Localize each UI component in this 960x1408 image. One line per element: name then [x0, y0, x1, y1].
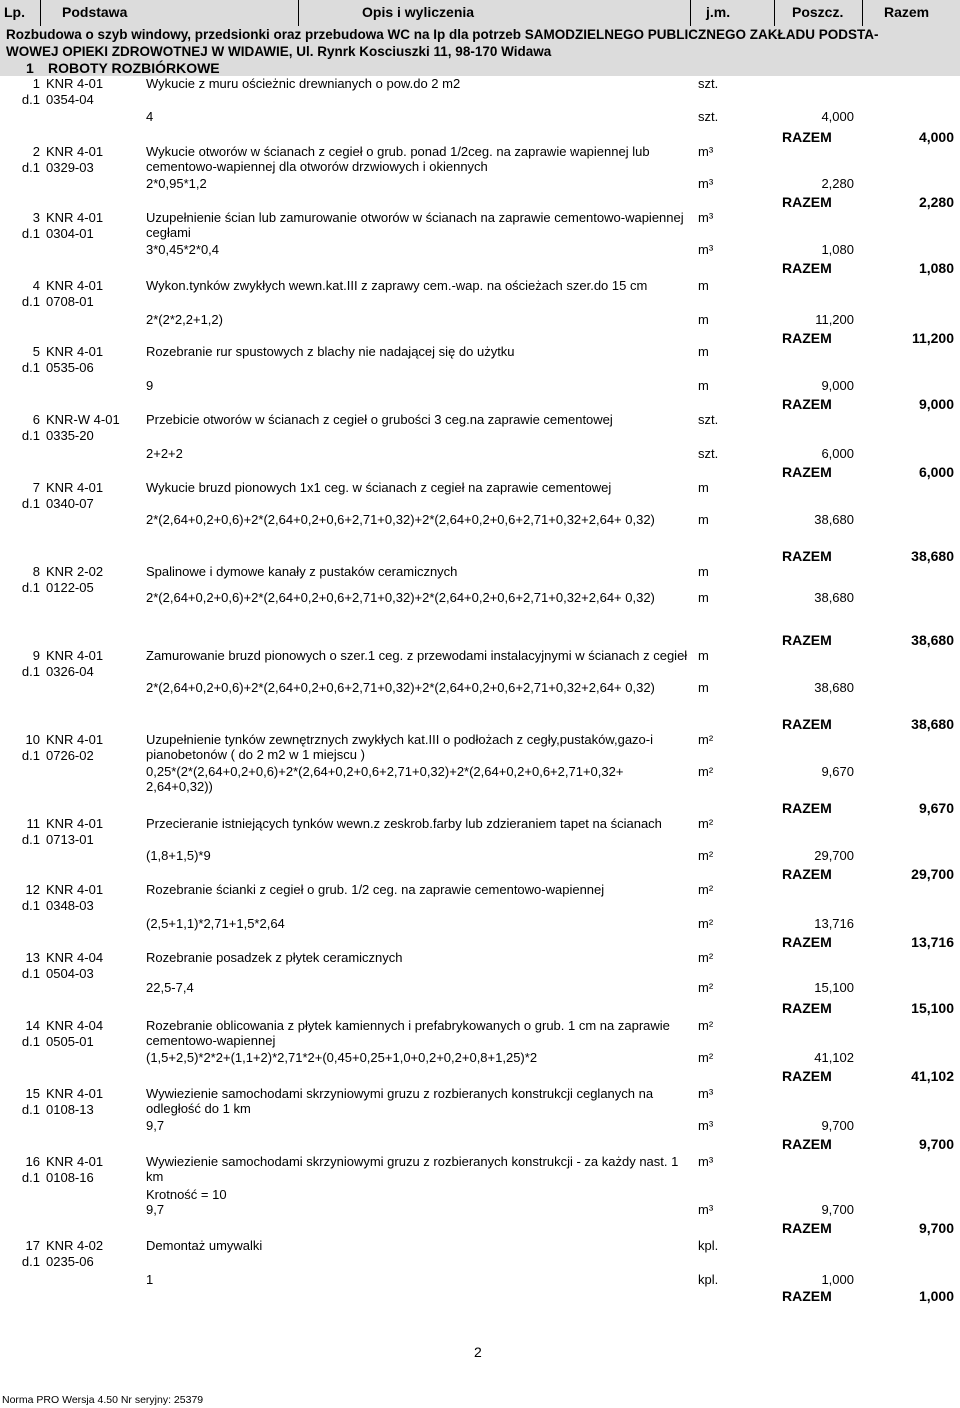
item-code-detail: 0708-01	[46, 294, 94, 309]
item-unit: m	[698, 648, 709, 663]
item-razem-value: 15,100	[911, 1000, 954, 1016]
item-number: 2	[32, 144, 40, 159]
item-measurement: 9,7	[146, 1118, 165, 1133]
item-description: Wykucie otworów w ścianach z cegieł o grub. ponad 1/2ceg. na zaprawie wapiennej lub cementowo-wapiennej dla otworów drzwiowych i okiennych	[146, 144, 650, 174]
item-quantity: 38,680	[814, 680, 854, 695]
item-code-detail: 0235-06	[46, 1254, 94, 1269]
section-header	[0, 60, 960, 76]
item-code-detail: 0726-02	[46, 748, 94, 763]
item-razem-value: 6,000	[918, 464, 954, 480]
item-d-label: d.1	[21, 496, 40, 511]
item-code-detail: 0348-03	[46, 898, 94, 913]
item-razem-label: RAZEM	[782, 194, 832, 210]
item-code-detail: 0108-16	[46, 1170, 94, 1185]
header-lp: Lp.	[4, 4, 25, 20]
item-measurement-unit: kpl.	[698, 1272, 719, 1287]
header-opis: Opis i wyliczenia	[362, 4, 475, 20]
item-d-label: d.1	[21, 832, 40, 847]
item-code-detail: 0354-04	[46, 92, 94, 107]
item-multiplier: Krotność = 10	[146, 1187, 227, 1202]
item-description: Wykucie z muru ościeżnic drewnianych o pow.do 2 m2	[146, 76, 461, 91]
item-quantity: 4,000	[821, 109, 854, 124]
item-code-detail: 0505-01	[46, 1034, 94, 1049]
item-number: 16	[25, 1154, 40, 1169]
header-jm: j.m.	[706, 4, 731, 20]
item-unit: m³	[698, 210, 714, 225]
item-quantity: 9,000	[821, 378, 854, 393]
item-description: Demontaż umywalki	[146, 1238, 263, 1253]
item-measurement-unit: m	[698, 680, 709, 695]
item-unit: m³	[698, 144, 714, 159]
item-measurement-unit: m²	[698, 916, 714, 931]
header-podstawa: Podstawa	[62, 4, 128, 20]
item-unit: m²	[698, 882, 714, 897]
item-code: KNR 4-02	[46, 1238, 104, 1253]
item-unit: m	[698, 344, 709, 359]
item-razem-label: RAZEM	[782, 1136, 832, 1152]
item-measurement: 2*(2,64+0,2+0,6)+2*(2,64+0,2+0,6+2,71+0,32)+2*(2,64+0,2+0,6+2,71+0,32+2,64+ 0,32)	[146, 680, 655, 695]
item-razem-label: RAZEM	[782, 800, 832, 816]
item-quantity: 2,280	[821, 176, 854, 191]
item-razem-value: 38,680	[911, 716, 954, 732]
item-unit: m³	[698, 1086, 714, 1101]
item-d-label: d.1	[21, 1034, 40, 1049]
item-razem-label: RAZEM	[782, 396, 832, 412]
item-razem-value: 9,700	[918, 1220, 954, 1236]
item-number: 8	[32, 564, 40, 579]
item-razem-value: 1,000	[918, 1288, 954, 1304]
item-code: KNR 4-01	[46, 344, 104, 359]
item-code: KNR 2-02	[46, 564, 104, 579]
item-number: 14	[25, 1018, 40, 1033]
item-razem-value: 4,000	[918, 129, 954, 145]
item-measurement: 2+2+2	[146, 446, 183, 461]
item-description: Wykucie bruzd pionowych 1x1 ceg. w ścianach z cegieł na zaprawie cementowej	[146, 480, 612, 495]
item-razem-label: RAZEM	[782, 1068, 832, 1084]
item-description: Rozebranie rur spustowych z blachy nie nadającej się do użytku	[146, 344, 515, 359]
item-measurement: 3*0,45*2*0,4	[146, 242, 220, 257]
item-measurement-unit: m²	[698, 764, 714, 779]
item-description: Przebicie otworów w ścianach z cegieł o grubości 3 ceg.na zaprawie cementowej	[146, 412, 613, 427]
item-razem-label: RAZEM	[782, 129, 832, 145]
item-d-label: d.1	[21, 898, 40, 913]
item-quantity: 9,700	[821, 1202, 854, 1217]
item-description: Wykon.tynków zwykłych wewn.kat.III z zaprawy cem.-wap. na ościeżach szer.do 15 cm	[146, 278, 648, 293]
item-razem-value: 41,102	[911, 1068, 954, 1084]
title-line-1: Rozbudowa o szyb windowy, przedsionki oraz przebudowa WC na Ip dla potrzeb SAMODZIELNEGO PUBLICZNEGO ZAKŁADU PODSTA-	[6, 27, 879, 42]
item-measurement: 4	[146, 109, 154, 124]
item-quantity: 13,716	[814, 916, 854, 931]
item-razem-label: RAZEM	[782, 1220, 832, 1236]
item-quantity: 38,680	[814, 590, 854, 605]
item-number: 11	[26, 816, 40, 831]
item-unit: m³	[698, 1154, 714, 1169]
item-number: 4	[32, 278, 40, 293]
item-measurement: 0,25*(2*(2,64+0,2+0,6)+2*(2,64+0,2+0,6+2,71+0,32)+2*(2,64+0,2+0,6+2,71+0,32+ 2,64+0,32))	[146, 764, 624, 794]
item-code-detail: 0713-01	[46, 832, 94, 847]
item-quantity: 6,000	[821, 446, 854, 461]
item-razem-label: RAZEM	[782, 330, 832, 346]
item-measurement-unit: m³	[698, 242, 714, 257]
item-description: Wywiezienie samochodami skrzyniowymi gruzu z rozbieranych konstrukcji - za każdy nast. 1 km	[146, 1154, 679, 1184]
item-d-label: d.1	[21, 580, 40, 595]
item-measurement: 2*0,95*1,2	[146, 176, 207, 191]
item-razem-value: 9,670	[918, 800, 954, 816]
header-poszcz: Poszcz.	[792, 4, 844, 20]
title-line-2: WOWEJ OPIEKI ZDROWOTNEJ W WIDAWIE, Ul. Rynrk Kosciuszki 11, 98-170 Widawa	[6, 44, 552, 59]
item-code: KNR 4-01	[46, 1086, 104, 1101]
item-d-label: d.1	[21, 1170, 40, 1185]
item-quantity: 1,000	[821, 1272, 854, 1287]
item-razem-value: 2,280	[918, 194, 954, 210]
item-quantity: 1,080	[821, 242, 854, 257]
item-measurement-unit: m	[698, 590, 709, 605]
item-razem-label: RAZEM	[782, 934, 832, 950]
item-d-label: d.1	[21, 428, 40, 443]
item-d-label: d.1	[21, 160, 40, 175]
item-measurement-unit: m³	[698, 176, 714, 191]
item-unit: m²	[698, 950, 714, 965]
item-measurement: 22,5-7,4	[146, 980, 194, 995]
item-code: KNR 4-01	[46, 732, 104, 747]
item-measurement-unit: m²	[698, 848, 714, 863]
item-unit: m	[698, 480, 709, 495]
item-number: 9	[32, 648, 40, 663]
item-measurement: 9,7	[146, 1202, 165, 1217]
item-d-label: d.1	[21, 966, 40, 981]
item-measurement-unit: m	[698, 378, 709, 393]
item-description: Rozebranie posadzek z płytek ceramicznych	[146, 950, 403, 965]
item-code-detail: 0326-04	[46, 664, 94, 679]
item-description: Przecieranie istniejących tynków wewn.z zeskrob.farby lub zdzieraniem tapet na ścianach	[146, 816, 662, 831]
item-measurement: 1	[146, 1272, 154, 1287]
item-measurement-unit: szt.	[698, 109, 719, 124]
item-unit: m	[698, 564, 709, 579]
item-razem-value: 1,080	[918, 260, 954, 276]
item-code-detail: 0108-13	[46, 1102, 94, 1117]
item-code: KNR 4-01	[46, 1154, 104, 1169]
item-code: KNR 4-04	[46, 1018, 104, 1033]
section-number: 1	[26, 60, 34, 76]
item-code-detail: 0535-06	[46, 360, 94, 375]
item-razem-label: RAZEM	[782, 716, 832, 732]
item-code: KNR 4-01	[46, 816, 104, 831]
item-razem-label: RAZEM	[782, 464, 832, 480]
item-code: KNR-W 4-01	[46, 412, 120, 427]
item-d-label: d.1	[21, 360, 40, 375]
item-quantity: 15,100	[814, 980, 854, 995]
item-description: Uzupełnienie tynków zewnętrznych zwykłych kat.III o podłożach z cegły,pustaków,gazo-i pianobetonów ( do 2 m2 w 1 miejscu )	[146, 732, 654, 762]
item-razem-value: 9,700	[918, 1136, 954, 1152]
item-code-detail: 0304-01	[46, 226, 94, 241]
item-description: Spalinowe i dymowe kanały z pustaków ceramicznych	[146, 564, 458, 579]
item-measurement-unit: m³	[698, 1202, 714, 1217]
item-measurement: (1,5+2,5)*2*2+(1,1+2)*2,71*2+(0,45+0,25+1,0+0,2+0,2+0,8+1,25)*2	[146, 1050, 538, 1065]
item-d-label: d.1	[21, 226, 40, 241]
item-d-label: d.1	[21, 1102, 40, 1117]
item-code: KNR 4-01	[46, 480, 104, 495]
header-razem: Razem	[884, 4, 930, 20]
item-d-label: d.1	[21, 294, 40, 309]
item-measurement-unit: m	[698, 512, 709, 527]
item-measurement: 2*(2,64+0,2+0,6)+2*(2,64+0,2+0,6+2,71+0,32)+2*(2,64+0,2+0,6+2,71+0,32+2,64+ 0,32)	[146, 512, 655, 527]
item-number: 13	[25, 950, 40, 965]
item-quantity: 11,200	[815, 312, 854, 327]
item-razem-label: RAZEM	[782, 548, 832, 564]
item-description: Zamurowanie bruzd pionowych o szer.1 ceg. z przewodami instalacyjnymi w ścianach z cegieł	[146, 648, 688, 663]
item-number: 15	[25, 1086, 40, 1101]
item-code: KNR 4-01	[46, 76, 104, 91]
item-unit: kpl.	[698, 1238, 719, 1253]
item-code: KNR 4-01	[46, 278, 104, 293]
item-d-label: d.1	[21, 1254, 40, 1269]
item-unit: m	[698, 278, 709, 293]
footer: Norma PRO Wersja 4.50 Nr seryjny: 25379	[2, 1394, 204, 1406]
item-code-detail: 0122-05	[46, 580, 94, 595]
item-description: Uzupełnienie ścian lub zamurowanie otworów w ścianach na zaprawie cementowo-wapiennej cegłami	[146, 210, 684, 240]
item-razem-value: 38,680	[911, 632, 954, 648]
item-code-detail: 0329-03	[46, 160, 94, 175]
item-quantity: 38,680	[814, 512, 854, 527]
item-measurement-unit: szt.	[698, 446, 719, 461]
item-code: KNR 4-01	[46, 144, 104, 159]
item-unit: szt.	[698, 76, 719, 91]
item-razem-label: RAZEM	[782, 1000, 832, 1016]
item-razem-label: RAZEM	[782, 866, 832, 882]
item-number: 3	[32, 210, 40, 225]
item-razem-value: 29,700	[911, 866, 954, 882]
item-razem-label: RAZEM	[782, 632, 832, 648]
item-number: 1	[32, 76, 40, 91]
item-razem-value: 9,000	[918, 396, 954, 412]
table-header	[0, 0, 960, 27]
item-description: Rozebranie ścianki z cegieł o grub. 1/2 ceg. na zaprawie cementowo-wapiennej	[146, 882, 605, 897]
item-code: KNR 4-04	[46, 950, 104, 965]
item-measurement-unit: m³	[698, 1118, 714, 1133]
item-number: 10	[25, 732, 40, 747]
item-number: 6	[32, 412, 40, 427]
item-measurement-unit: m	[698, 312, 709, 327]
project-title	[0, 26, 960, 60]
item-unit: szt.	[698, 412, 719, 427]
item-quantity: 41,102	[814, 1050, 854, 1065]
item-measurement: 2*(2*2,2+1,2)	[146, 312, 223, 327]
item-razem-value: 11,200	[911, 330, 954, 346]
page-number: 2	[474, 1344, 482, 1360]
item-measurement: (2,5+1,1)*2,71+1,5*2,64	[146, 916, 285, 931]
item-quantity: 9,670	[821, 764, 854, 779]
item-number: 17	[25, 1238, 40, 1253]
item-measurement: (1,8+1,5)*9	[146, 848, 211, 863]
item-unit: m²	[698, 816, 714, 831]
item-code: KNR 4-01	[46, 648, 104, 663]
item-unit: m²	[698, 1018, 714, 1033]
item-d-label: d.1	[21, 664, 40, 679]
item-number: 5	[32, 344, 40, 359]
item-quantity: 9,700	[821, 1118, 854, 1133]
item-measurement: 9	[146, 378, 154, 393]
item-d-label: d.1	[21, 748, 40, 763]
item-code-detail: 0335-20	[46, 428, 94, 443]
item-description: Rozebranie oblicowania z płytek kamiennych i prefabrykowanych o grub. 1 cm na zaprawie cementowo-wapiennej	[146, 1018, 670, 1048]
section-name: ROBOTY ROZBIÓRKOWE	[48, 60, 220, 76]
item-description: Wywiezienie samochodami skrzyniowymi gruzu z rozbieranych konstrukcji ceglanych na odległość do 1 km	[146, 1086, 654, 1116]
item-number: 7	[32, 480, 40, 495]
item-unit: m²	[698, 732, 714, 747]
item-measurement: 2*(2,64+0,2+0,6)+2*(2,64+0,2+0,6+2,71+0,32)+2*(2,64+0,2+0,6+2,71+0,32+2,64+ 0,32)	[146, 590, 655, 605]
item-d-label: d.1	[21, 92, 40, 107]
item-razem-value: 38,680	[911, 548, 954, 564]
item-measurement-unit: m²	[698, 980, 714, 995]
item-razem-value: 13,716	[911, 934, 954, 950]
item-code-detail: 0504-03	[46, 966, 94, 981]
item-razem-label: RAZEM	[782, 260, 832, 276]
item-code: KNR 4-01	[46, 210, 104, 225]
item-code: KNR 4-01	[46, 882, 104, 897]
item-quantity: 29,700	[814, 848, 854, 863]
item-code-detail: 0340-07	[46, 496, 94, 511]
item-number: 12	[25, 882, 40, 897]
item-razem-label: RAZEM	[782, 1288, 832, 1304]
item-measurement-unit: m²	[698, 1050, 714, 1065]
